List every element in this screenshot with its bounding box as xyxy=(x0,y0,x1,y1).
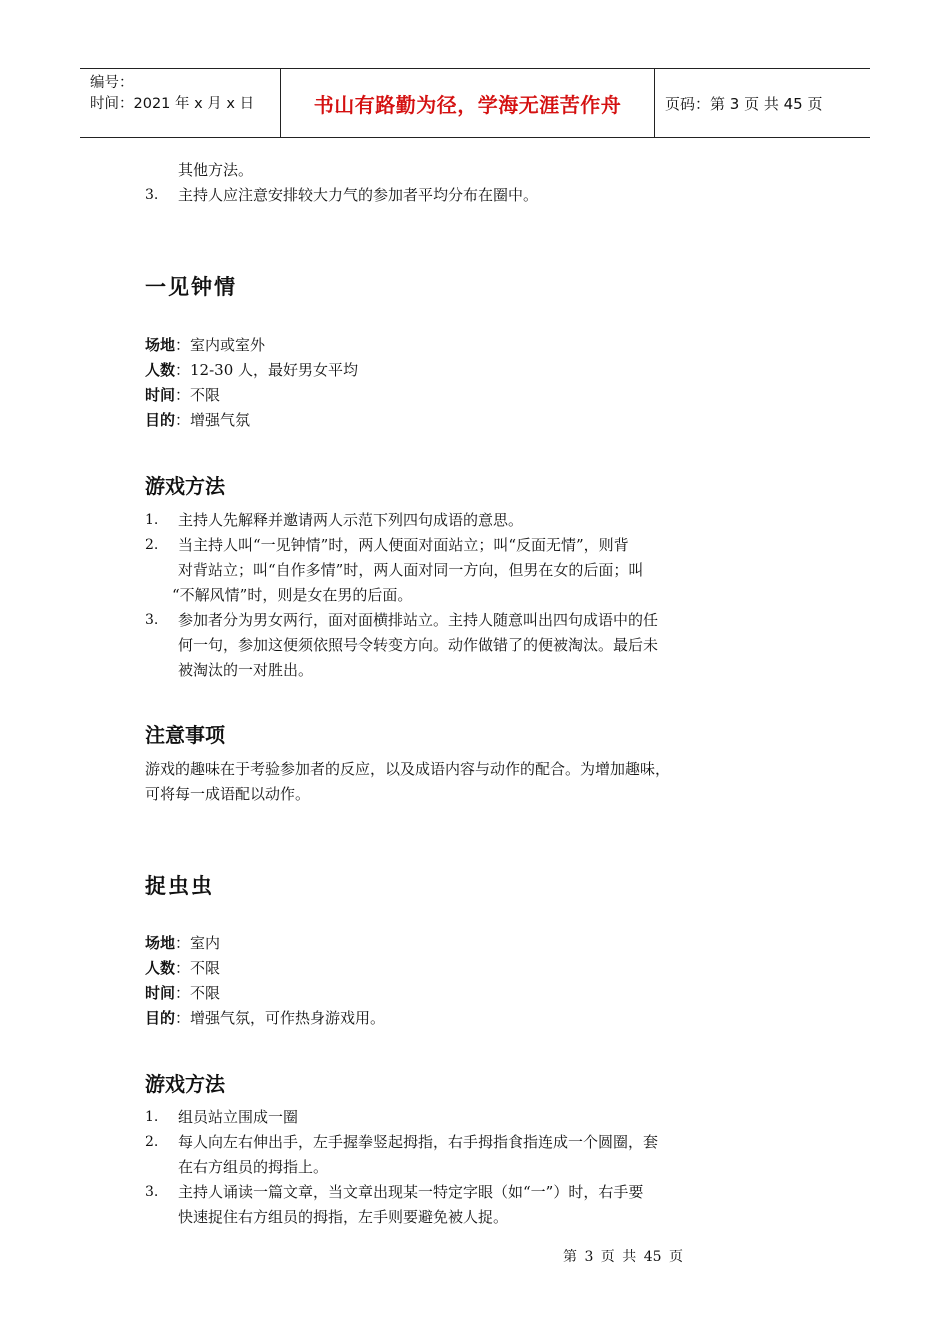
goal-label: 目的 xyxy=(145,411,176,429)
time-value: ：不限 xyxy=(175,386,221,404)
venue-row xyxy=(145,931,220,956)
time-label: 时间 xyxy=(145,386,176,404)
page-header xyxy=(80,68,870,138)
paragraph-line: 可将每一成语配以动作。 xyxy=(145,785,311,803)
list-item-text: 主持人诵读一篇文章，当文章出现某一特定字眼（如“一”）时，右手要 xyxy=(178,1183,644,1201)
list-item-text: “不解风情”时，则是女在男的后面。 xyxy=(172,586,413,604)
list-number: 3. xyxy=(145,187,159,203)
header-motto-cell xyxy=(281,69,655,137)
people-label: 人数 xyxy=(145,959,176,977)
list-item-text: 被淘汰的一对胜出。 xyxy=(178,661,314,679)
people-row xyxy=(145,956,220,981)
list-number: 1. xyxy=(145,1109,159,1125)
list-item-text: 在右方组员的拇指上。 xyxy=(178,1158,329,1176)
time-row xyxy=(145,981,220,1006)
venue-value: ：室内或室外 xyxy=(175,336,266,354)
list-item-text: 当主持人叫“一见钟情”时，两人便面对面站立；叫“反面无情”，则背 xyxy=(178,536,629,554)
venue-row xyxy=(145,333,265,358)
time-row xyxy=(145,383,220,408)
list-item-text: 主持人先解释并邀请两人示范下列四句成语的意思。 xyxy=(178,511,524,529)
list-item-text: 组员站立围成一圈 xyxy=(178,1108,299,1126)
goal-row xyxy=(145,408,250,433)
venue-label: 场地 xyxy=(145,934,176,952)
list-number: 2. xyxy=(145,1134,159,1150)
game-title: 捉虫虫 xyxy=(145,874,214,898)
goal-label: 目的 xyxy=(145,1009,176,1027)
list-item-text: 何一句，参加这便须依照号令转变方向。动作做错了的便被淘汰。最后未 xyxy=(178,636,659,654)
page-footer: 第 3 页 共 45 页 xyxy=(563,1249,683,1265)
time-value: ：不限 xyxy=(175,984,221,1002)
list-number: 3. xyxy=(145,612,159,628)
number-label: 编号： xyxy=(90,75,134,91)
list-number: 1. xyxy=(145,512,159,528)
game-title: 一见钟情 xyxy=(145,275,237,299)
header-page-info: 页码：第 3 页 共 45 页 xyxy=(665,94,823,113)
list-item-text: 每人向左右伸出手，左手握拳竖起拇指，右手拇指食指连成一个圆圈，套 xyxy=(178,1133,659,1151)
venue-value: ：室内 xyxy=(175,934,221,952)
people-label: 人数 xyxy=(145,361,176,379)
time-label: 时间 xyxy=(145,984,176,1002)
header-motto: 书山有路勤为径，学海无涯苦作舟 xyxy=(313,92,622,117)
continued-line: 其他方法。 xyxy=(178,161,254,179)
people-row xyxy=(145,358,358,383)
paragraph-line: 游戏的趣味在于考验参加者的反应，以及成语内容与动作的配合。为增加趣味， xyxy=(145,760,671,778)
list-item-text: 参加者分为男女两行，面对面横排站立。主持人随意叫出四句成语中的任 xyxy=(178,611,659,629)
list-number: 3. xyxy=(145,1184,159,1200)
list-item-text: 快速捉住右方组员的拇指，左手则要避免被人捉。 xyxy=(178,1208,509,1226)
list-item-text: 对背站立；叫“自作多情”时，两人面对同一方向，但男在女的后面；叫 xyxy=(178,561,644,579)
goal-value: ：增强气氛 xyxy=(175,411,251,429)
people-value: ：12-30 人，最好男女平均 xyxy=(175,361,359,379)
header-meta xyxy=(80,69,281,137)
section-title: 注意事项 xyxy=(145,723,225,747)
people-value: ：不限 xyxy=(175,959,221,977)
goal-value: ：增强气氛，可作热身游戏用。 xyxy=(175,1009,386,1027)
venue-label: 场地 xyxy=(145,336,176,354)
section-title: 游戏方法 xyxy=(145,474,225,498)
list-number: 2. xyxy=(145,537,159,553)
section-title: 游戏方法 xyxy=(145,1072,225,1096)
list-item-text: 主持人应注意安排较大力气的参加者平均分布在圈中。 xyxy=(178,186,539,204)
date-label: 时间：2021 年 x 月 x 日 xyxy=(90,96,255,112)
goal-row xyxy=(145,1006,385,1031)
